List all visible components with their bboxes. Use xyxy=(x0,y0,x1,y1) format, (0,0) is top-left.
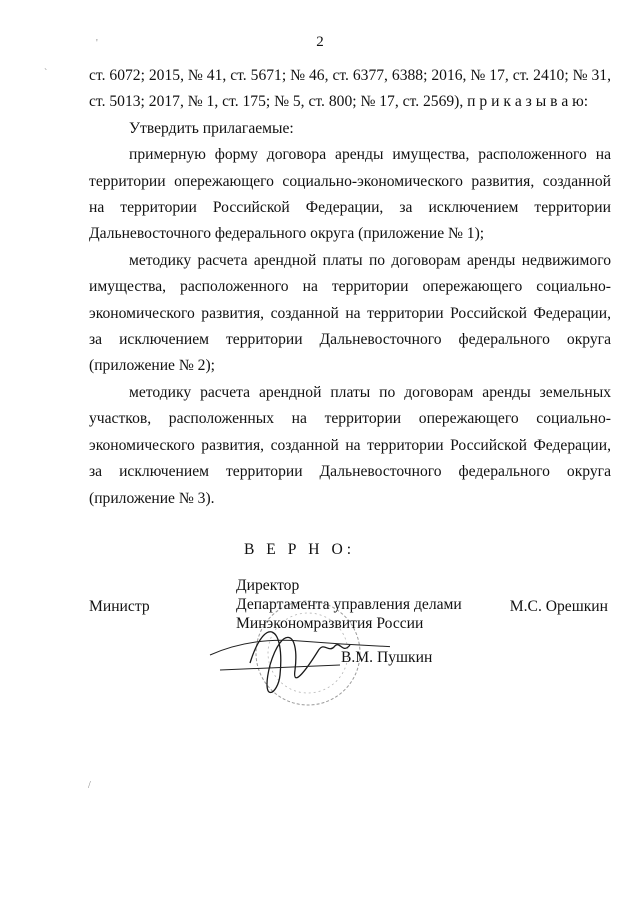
verno-label: В Е Р Н О: xyxy=(244,541,356,558)
signatory-position: Министр xyxy=(89,598,150,615)
certifier-title-line-1: Директор xyxy=(236,577,300,594)
scan-speck: / xyxy=(88,780,91,791)
paragraph-appendix-1: примерную форму договора аренды имущества, расположенного на территории опережающего социально-экономического развития, созданной на территории Российской Федерации, за исключением территории Дальневосточного федерального округа (приложение № 1); xyxy=(89,146,611,243)
paragraph-appendix-2: методику расчета арендной платы по договорам аренды недвижимого имущества, расположенного на территории опережающего социально-экономического развития, созданной на территории Российской Федерации, за исключением территории Дальневосточного федерального округа (приложение № 2); xyxy=(89,251,611,375)
certifier-name: В.М. Пушкин xyxy=(341,649,433,666)
paragraph-appendix-3: методику расчета арендной платы по договорам аренды земельных участков, расположенных на территории опережающего социально-экономического развития, созданной на территории Российской Федерации, за исключением территории Дальневосточного федерального округа (приложение № 3). xyxy=(89,383,611,507)
signatory-name: М.С. Орешкин xyxy=(509,598,608,615)
certification-block xyxy=(236,576,462,633)
page-number: 2 xyxy=(316,34,324,50)
certifier-title-line-2: Департамента управления делами xyxy=(236,596,462,613)
document-body xyxy=(89,63,611,512)
paragraph-approve: Утвердить прилагаемые: xyxy=(129,119,294,137)
certifier-title-line-3: Минэкономразвития России xyxy=(236,615,424,632)
scan-speck: ` xyxy=(44,68,48,79)
scan-speck: ' xyxy=(96,38,98,49)
paragraph-preamble: ст. 6072; 2015, № 41, ст. 5671; № 46, ст. 6377, 6388; 2016, № 17, ст. 2410; № 31, ст. 5013; 2017, № 1, ст. 175; № 5, ст. 800; № 17, ст. 2569), п р и к а з ы в а ю: xyxy=(89,67,611,111)
